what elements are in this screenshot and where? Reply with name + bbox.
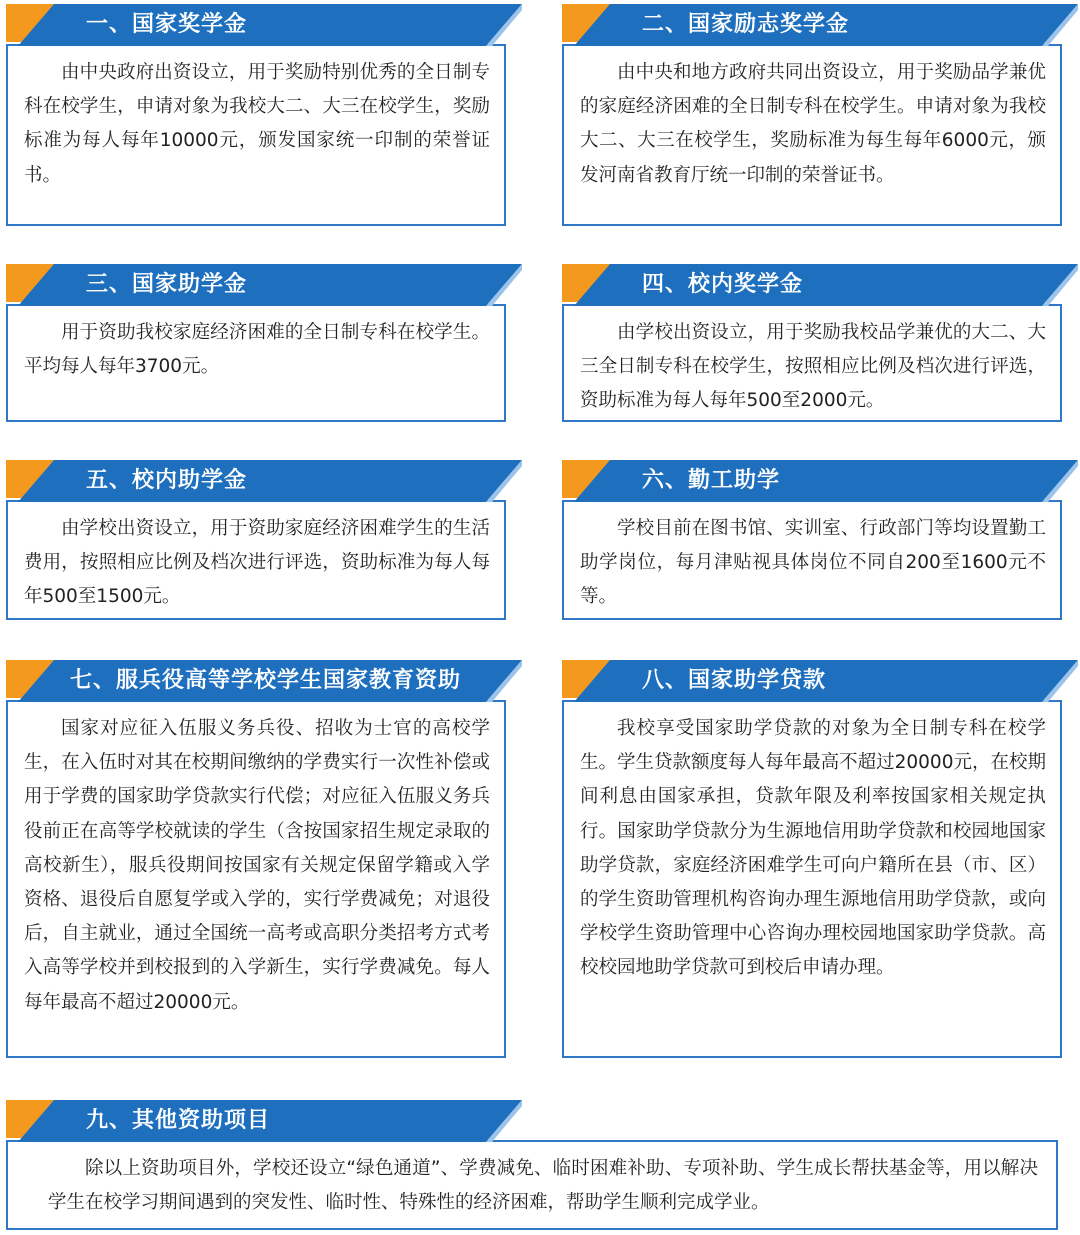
section-6-title: 六、勤工助学	[642, 468, 781, 493]
section-2-banner	[562, 4, 1078, 46]
section-3-box	[6, 304, 506, 422]
section-9-box	[6, 1140, 1058, 1230]
section-4-box	[562, 304, 1062, 422]
section-5-box	[6, 500, 506, 620]
section-4-title: 四、校内奖学金	[642, 272, 804, 297]
section-1-body: 由中央政府出资设立，用于奖励特别优秀的全日制专科在校学生，申请对象为我校大二、大三在校学生，奖励标准为每人每年10000元，颁发国家统一印制的荣誉证书。	[24, 62, 490, 186]
section-6-box	[562, 500, 1062, 620]
section-4	[562, 264, 1062, 422]
section-4-body: 由学校出资设立，用于奖励我校品学兼优的大二、大三全日制专科在校学生，按照相应比例及档次进行评选，资助标准为每人每年500至2000元。	[580, 322, 1046, 412]
section-6	[562, 460, 1062, 620]
section-5-banner	[6, 460, 522, 502]
section-5	[6, 460, 506, 620]
section-2-box	[562, 44, 1062, 226]
section-3-title: 三、国家助学金	[86, 272, 248, 297]
section-9-title: 九、其他资助项目	[86, 1108, 271, 1133]
section-8-title: 八、国家助学贷款	[642, 668, 827, 693]
section-7-title: 七、服兵役高等学校学生国家教育资助	[70, 668, 462, 693]
section-8-banner	[562, 660, 1078, 702]
section-8	[562, 660, 1062, 1058]
section-7-banner	[6, 660, 522, 702]
banner-ribbon-icon	[6, 4, 522, 46]
section-6-body: 学校目前在图书馆、实训室、行政部门等均设置勤工助学岗位，每月津贴视具体岗位不同自200至1600元不等。	[580, 518, 1046, 608]
banner-ribbon-icon	[562, 460, 1078, 502]
section-3	[6, 264, 506, 422]
banner-ribbon-icon	[6, 264, 522, 306]
section-5-body: 由学校出资设立，用于资助家庭经济困难学生的生活费用，按照相应比例及档次进行评选，资助标准为每人每年500至1500元。	[24, 518, 490, 608]
section-9-banner	[6, 1100, 522, 1142]
section-7-body: 国家对应征入伍服义务兵役、招收为士官的高校学生，在入伍时对其在校期间缴纳的学费实行一次性补偿或用于学费的国家助学贷款实行代偿；对应征入伍服义务兵役前正在高等学校就读的学生（含按国家招生规定录取的高校新生），服兵役期间按国家有关规定保留学籍或入学资格、退役后自愿复学或入学的，实行学费减免；对退役后，自主就业，通过全国统一高考或高职分类招考方式考入高等学校并到校报到的入学新生，实行学费减免。每人每年最高不超过20000元。	[24, 718, 490, 1013]
section-8-box	[562, 700, 1062, 1058]
section-8-body: 我校享受国家助学贷款的对象为全日制专科在校学生。学生贷款额度每人每年最高不超过20000元，在校期间利息由国家承担，贷款年限及利率按国家相关规定执行。国家助学贷款分为生源地信用助学贷款和校园地国家助学贷款，家庭经济困难学生可向户籍所在县（市、区）的学生资助管理机构咨询办理生源地信用助学贷款，或向学校学生资助管理中心咨询办理校园地国家助学贷款。高校校园地助学贷款可到校后申请办理。	[580, 718, 1046, 979]
section-9-body: 除以上资助项目外，学校还设立“绿色通道”、学费减免、临时困难补助、专项补助、学生成长帮扶基金等，用以解决学生在校学习期间遇到的突发性、临时性、特殊性的经济困难，帮助学生顺利完成学业。	[48, 1158, 1038, 1214]
section-7-box	[6, 700, 506, 1058]
banner-ribbon-icon	[6, 460, 522, 502]
section-7	[6, 660, 506, 1058]
section-2-body: 由中央和地方政府共同出资设立，用于奖励品学兼优的家庭经济困难的全日制专科在校学生。申请对象为我校大二、大三在校学生，奖励标准为每生每年6000元，颁发河南省教育厅统一印制的荣誉证书。	[580, 62, 1046, 186]
section-6-banner	[562, 460, 1078, 502]
section-5-title: 五、校内助学金	[86, 468, 248, 493]
section-2	[562, 4, 1062, 226]
section-4-banner	[562, 264, 1078, 306]
section-3-body: 用于资助我校家庭经济困难的全日制专科在校学生。平均每人每年3700元。	[24, 322, 490, 378]
section-1-banner	[6, 4, 522, 46]
section-9	[6, 1100, 1058, 1230]
section-1	[6, 4, 506, 226]
section-1-title: 一、国家奖学金	[86, 12, 248, 37]
section-1-box	[6, 44, 506, 226]
section-3-banner	[6, 264, 522, 306]
section-2-title: 二、国家励志奖学金	[642, 12, 850, 37]
banner-ribbon-icon	[562, 264, 1078, 306]
